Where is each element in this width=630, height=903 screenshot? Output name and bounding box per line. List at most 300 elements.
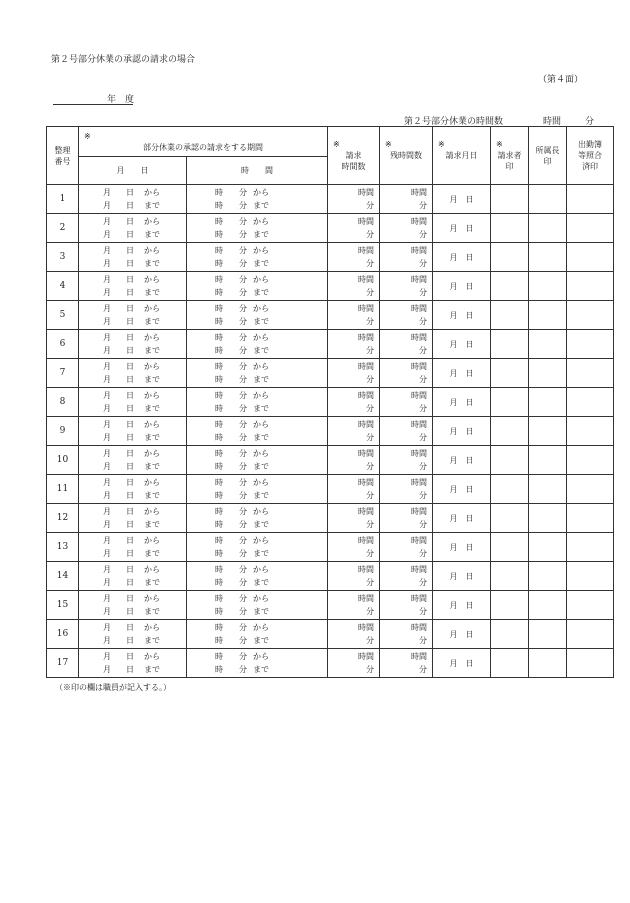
row-number: 12 — [47, 504, 79, 533]
hour-unit: 時 — [215, 391, 223, 400]
period-dates-cell[interactable] — [79, 330, 187, 359]
request-hours-cell[interactable] — [328, 330, 380, 359]
period-dates-cell[interactable] — [79, 417, 187, 446]
request-date-cell[interactable] — [433, 649, 491, 678]
month-unit: 月 — [103, 433, 111, 442]
hour-unit: 時 — [215, 433, 223, 442]
chief-seal-cell[interactable] — [529, 620, 567, 649]
header-period-label: 部分休業の承認の請求をする期間 — [143, 142, 263, 152]
chief-seal-cell[interactable] — [529, 649, 567, 678]
header-period — [79, 127, 328, 157]
attendance-check-cell[interactable] — [567, 272, 614, 301]
minute-unit: 分 — [239, 520, 247, 529]
minute-unit: 分 — [239, 636, 247, 645]
request-rows — [47, 185, 614, 678]
attendance-check-cell[interactable] — [567, 446, 614, 475]
chief-seal-cell[interactable] — [529, 591, 567, 620]
from-label: から — [253, 246, 269, 255]
chief-seal-cell[interactable] — [529, 475, 567, 504]
table-row — [47, 620, 614, 649]
remaining-hours-cell[interactable] — [380, 272, 433, 301]
day-unit: 日 — [126, 362, 134, 371]
minutes-unit: 分 — [366, 433, 374, 442]
from-label: から — [144, 507, 160, 516]
attendance-check-cell[interactable] — [567, 620, 614, 649]
minutes-unit: 分 — [419, 665, 427, 674]
table-row — [47, 359, 614, 388]
request-month-day: 月 日 — [449, 455, 474, 465]
hours-unit: 時間 — [411, 449, 427, 458]
day-unit: 日 — [126, 259, 134, 268]
until-label: まで — [144, 375, 160, 384]
day-unit: 日 — [126, 520, 134, 529]
document-title: 第２号部分休業の承認の請求の場合 — [51, 55, 196, 65]
period-times-cell[interactable] — [187, 620, 328, 649]
until-label: まで — [144, 607, 160, 616]
chief-seal-cell[interactable] — [529, 417, 567, 446]
request-hours-cell[interactable] — [328, 649, 380, 678]
from-label: から — [253, 188, 269, 197]
row-number: 1 — [47, 185, 79, 214]
hours-unit: 時間 — [358, 507, 374, 516]
minutes-unit: 分 — [366, 259, 374, 268]
remaining-hours-cell[interactable] — [380, 446, 433, 475]
period-times-cell[interactable] — [187, 649, 328, 678]
period-times-cell[interactable] — [187, 214, 328, 243]
table-row — [47, 591, 614, 620]
chief-seal-cell[interactable] — [529, 330, 567, 359]
day-unit: 日 — [126, 275, 134, 284]
table-row — [47, 272, 614, 301]
period-times-cell[interactable] — [187, 533, 328, 562]
minutes-unit: 分 — [419, 607, 427, 616]
month-unit: 月 — [103, 288, 111, 297]
minute-unit: 分 — [239, 462, 247, 471]
minutes-unit: 分 — [419, 317, 427, 326]
requester-seal-cell[interactable] — [491, 533, 529, 562]
period-dates-cell[interactable] — [79, 649, 187, 678]
header-request-date — [433, 127, 491, 185]
hours-unit: 時間 — [358, 536, 374, 545]
period-times-cell[interactable] — [187, 504, 328, 533]
row-number: 17 — [47, 649, 79, 678]
month-unit: 月 — [103, 375, 111, 384]
remaining-hours-cell[interactable] — [380, 620, 433, 649]
requester-seal-cell[interactable] — [491, 475, 529, 504]
request-date-cell[interactable] — [433, 214, 491, 243]
request-hours-cell[interactable] — [328, 185, 380, 214]
request-date-cell[interactable] — [433, 446, 491, 475]
remaining-hours-cell[interactable] — [380, 533, 433, 562]
from-label: から — [144, 188, 160, 197]
request-month-day: 月 日 — [449, 571, 474, 581]
period-dates-cell[interactable] — [79, 214, 187, 243]
requester-seal-cell[interactable] — [491, 649, 529, 678]
until-label: まで — [144, 404, 160, 413]
request-date-cell[interactable] — [433, 330, 491, 359]
request-hours-cell[interactable] — [328, 214, 380, 243]
attendance-check-cell[interactable] — [567, 533, 614, 562]
from-label: から — [144, 449, 160, 458]
requester-seal-cell[interactable] — [491, 330, 529, 359]
minutes-unit: 分 — [366, 288, 374, 297]
period-times-cell[interactable] — [187, 388, 328, 417]
hours-unit: 時間 — [358, 478, 374, 487]
period-dates-cell[interactable] — [79, 562, 187, 591]
period-times-cell[interactable] — [187, 417, 328, 446]
attendance-check-cell[interactable] — [567, 504, 614, 533]
attendance-check-cell[interactable] — [567, 591, 614, 620]
requester-seal-cell[interactable] — [491, 562, 529, 591]
until-label: まで — [253, 665, 269, 674]
period-times-cell[interactable] — [187, 243, 328, 272]
minutes-unit: 分 — [366, 346, 374, 355]
attendance-check-cell[interactable] — [567, 562, 614, 591]
minute-unit: 分 — [239, 246, 247, 255]
minute-unit: 分 — [239, 259, 247, 268]
attendance-check-cell[interactable] — [567, 330, 614, 359]
hours-unit: 時間 — [411, 536, 427, 545]
from-label: から — [144, 333, 160, 342]
header-serial-number-line2: 番号 — [54, 156, 71, 166]
hour-unit: 時 — [215, 304, 223, 313]
month-unit: 月 — [103, 491, 111, 500]
until-label: まで — [253, 607, 269, 616]
from-label: から — [144, 565, 160, 574]
hours-unit: 時間 — [411, 333, 427, 342]
from-label: から — [144, 536, 160, 545]
requester-seal-cell[interactable] — [491, 301, 529, 330]
hours-unit: 時間 — [411, 478, 427, 487]
from-label: から — [253, 652, 269, 661]
table-row — [47, 185, 614, 214]
hours-unit: 時間 — [358, 246, 374, 255]
hours-unit: 時間 — [358, 449, 374, 458]
period-times-cell[interactable] — [187, 475, 328, 504]
from-label: から — [144, 478, 160, 487]
period-dates-cell[interactable] — [79, 185, 187, 214]
request-hours-cell[interactable] — [328, 446, 380, 475]
minutes-unit: 分 — [366, 607, 374, 616]
row-number: 9 — [47, 417, 79, 446]
minutes-unit: 分 — [419, 520, 427, 529]
chief-seal-cell[interactable] — [529, 359, 567, 388]
until-label: まで — [144, 578, 160, 587]
from-label: から — [253, 217, 269, 226]
hour-unit: 時 — [215, 594, 223, 603]
request-date-cell[interactable] — [433, 533, 491, 562]
from-label: から — [253, 536, 269, 545]
remaining-hours-cell[interactable] — [380, 388, 433, 417]
attendance-check-cell[interactable] — [567, 649, 614, 678]
minute-unit: 分 — [239, 536, 247, 545]
from-label: から — [144, 652, 160, 661]
request-month-day: 月 日 — [449, 310, 474, 320]
attendance-check-cell[interactable] — [567, 185, 614, 214]
until-label: まで — [253, 491, 269, 500]
request-date-cell[interactable] — [433, 185, 491, 214]
until-label: まで — [253, 201, 269, 210]
chief-seal-cell[interactable] — [529, 214, 567, 243]
hours-unit: 時間 — [411, 217, 427, 226]
attendance-check-cell[interactable] — [567, 388, 614, 417]
from-label: から — [144, 391, 160, 400]
minute-unit: 分 — [239, 565, 247, 574]
total-hours-unit: 時間 — [543, 117, 562, 127]
month-unit: 月 — [103, 333, 111, 342]
remaining-hours-cell[interactable] — [380, 417, 433, 446]
month-unit: 月 — [103, 420, 111, 429]
month-unit: 月 — [103, 565, 111, 574]
request-hours-cell[interactable] — [328, 562, 380, 591]
request-date-cell[interactable] — [433, 562, 491, 591]
request-date-cell[interactable] — [433, 301, 491, 330]
day-unit: 日 — [126, 536, 134, 545]
until-label: まで — [144, 201, 160, 210]
minutes-unit: 分 — [419, 404, 427, 413]
day-unit: 日 — [126, 333, 134, 342]
remaining-hours-cell[interactable] — [380, 649, 433, 678]
request-date-cell[interactable] — [433, 272, 491, 301]
period-dates-cell[interactable] — [79, 591, 187, 620]
requester-seal-cell[interactable] — [491, 591, 529, 620]
period-times-cell[interactable] — [187, 185, 328, 214]
period-times-cell[interactable] — [187, 330, 328, 359]
remaining-hours-cell[interactable] — [380, 475, 433, 504]
chief-seal-cell[interactable] — [529, 388, 567, 417]
requester-seal-cell[interactable] — [491, 243, 529, 272]
request-month-day: 月 日 — [449, 397, 474, 407]
attendance-check-cell[interactable] — [567, 359, 614, 388]
request-date-cell[interactable] — [433, 504, 491, 533]
requester-seal-cell[interactable] — [491, 620, 529, 649]
request-hours-cell[interactable] — [328, 243, 380, 272]
hour-unit: 時 — [215, 565, 223, 574]
fiscal-year-field[interactable] — [53, 92, 133, 105]
period-dates-cell[interactable] — [79, 504, 187, 533]
month-unit: 月 — [103, 607, 111, 616]
requester-seal-cell[interactable] — [491, 446, 529, 475]
day-unit: 日 — [126, 188, 134, 197]
attendance-check-cell[interactable] — [567, 214, 614, 243]
chief-seal-cell[interactable] — [529, 446, 567, 475]
until-label: まで — [144, 665, 160, 674]
hour-unit: 時 — [215, 420, 223, 429]
request-hours-cell[interactable] — [328, 620, 380, 649]
remaining-hours-cell[interactable] — [380, 562, 433, 591]
remaining-hours-cell[interactable] — [380, 359, 433, 388]
minutes-unit: 分 — [366, 375, 374, 384]
period-dates-cell[interactable] — [79, 301, 187, 330]
until-label: まで — [253, 346, 269, 355]
period-dates-cell[interactable] — [79, 272, 187, 301]
minutes-unit: 分 — [419, 288, 427, 297]
requester-seal-cell[interactable] — [491, 359, 529, 388]
hour-unit: 時 — [215, 536, 223, 545]
hours-unit: 時間 — [358, 623, 374, 632]
until-label: まで — [144, 520, 160, 529]
day-unit: 日 — [126, 565, 134, 574]
until-label: まで — [253, 288, 269, 297]
from-label: から — [253, 362, 269, 371]
request-date-cell[interactable] — [433, 243, 491, 272]
hour-unit: 時 — [215, 665, 223, 674]
header-chief-seal-line2: 印 — [543, 156, 552, 166]
header-time: 時 間 — [187, 157, 328, 185]
month-unit: 月 — [103, 665, 111, 674]
requester-seal-cell[interactable] — [491, 417, 529, 446]
period-times-cell[interactable] — [187, 591, 328, 620]
requester-seal-cell[interactable] — [491, 272, 529, 301]
month-unit: 月 — [103, 391, 111, 400]
request-date-cell[interactable] — [433, 591, 491, 620]
attendance-check-cell[interactable] — [567, 243, 614, 272]
from-label: から — [253, 275, 269, 284]
row-number: 10 — [47, 446, 79, 475]
request-hours-cell[interactable] — [328, 388, 380, 417]
request-month-day: 月 日 — [449, 484, 474, 494]
period-times-cell[interactable] — [187, 359, 328, 388]
minute-unit: 分 — [239, 217, 247, 226]
hours-unit: 時間 — [411, 623, 427, 632]
until-label: まで — [144, 491, 160, 500]
minute-unit: 分 — [239, 478, 247, 487]
request-month-day: 月 日 — [449, 368, 474, 378]
attendance-check-cell[interactable] — [567, 475, 614, 504]
request-hours-cell[interactable] — [328, 533, 380, 562]
hours-unit: 時間 — [411, 652, 427, 661]
from-label: から — [253, 391, 269, 400]
period-dates-cell[interactable] — [79, 446, 187, 475]
period-dates-cell[interactable] — [79, 388, 187, 417]
until-label: まで — [253, 259, 269, 268]
until-label: まで — [253, 433, 269, 442]
period-dates-cell[interactable] — [79, 475, 187, 504]
row-number: 8 — [47, 388, 79, 417]
header-month-day: 月 日 — [79, 157, 187, 185]
until-label: まで — [253, 520, 269, 529]
day-unit: 日 — [126, 652, 134, 661]
request-date-cell[interactable] — [433, 475, 491, 504]
header-serial-number-line1: 整理 — [54, 145, 71, 155]
requester-seal-cell[interactable] — [491, 214, 529, 243]
remaining-hours-cell[interactable] — [380, 185, 433, 214]
header-mark: ※ — [385, 140, 392, 149]
until-label: まで — [253, 578, 269, 587]
request-date-cell[interactable] — [433, 417, 491, 446]
minute-unit: 分 — [239, 304, 247, 313]
month-unit: 月 — [103, 230, 111, 239]
chief-seal-cell[interactable] — [529, 185, 567, 214]
from-label: から — [144, 420, 160, 429]
request-hours-cell[interactable] — [328, 417, 380, 446]
request-hours-cell[interactable] — [328, 301, 380, 330]
day-unit: 日 — [126, 623, 134, 632]
period-times-cell[interactable] — [187, 446, 328, 475]
table-row — [47, 475, 614, 504]
remaining-hours-cell[interactable] — [380, 301, 433, 330]
month-unit: 月 — [103, 549, 111, 558]
header-request-hours — [328, 127, 380, 185]
hour-unit: 時 — [215, 317, 223, 326]
remaining-hours-cell[interactable] — [380, 504, 433, 533]
hour-unit: 時 — [215, 362, 223, 371]
chief-seal-cell[interactable] — [529, 301, 567, 330]
total-hours-label: 第２号部分休業の時間数 — [404, 117, 504, 127]
day-unit: 日 — [126, 288, 134, 297]
request-date-cell[interactable] — [433, 388, 491, 417]
remaining-hours-cell[interactable] — [380, 214, 433, 243]
row-number: 16 — [47, 620, 79, 649]
remaining-hours-cell[interactable] — [380, 243, 433, 272]
until-label: まで — [253, 375, 269, 384]
request-month-day: 月 日 — [449, 542, 474, 552]
minutes-unit: 分 — [366, 665, 374, 674]
from-label: から — [253, 420, 269, 429]
minute-unit: 分 — [239, 375, 247, 384]
requester-seal-cell[interactable] — [491, 185, 529, 214]
row-number: 5 — [47, 301, 79, 330]
month-unit: 月 — [103, 520, 111, 529]
attendance-check-cell[interactable] — [567, 417, 614, 446]
header-mark: ※ — [438, 140, 445, 149]
chief-seal-cell[interactable] — [529, 504, 567, 533]
request-hours-cell[interactable] — [328, 272, 380, 301]
request-hours-cell[interactable] — [328, 591, 380, 620]
chief-seal-cell[interactable] — [529, 562, 567, 591]
month-unit: 月 — [103, 462, 111, 471]
period-times-cell[interactable] — [187, 272, 328, 301]
period-dates-cell[interactable] — [79, 620, 187, 649]
remaining-hours-cell[interactable] — [380, 591, 433, 620]
hour-unit: 時 — [215, 462, 223, 471]
header-remaining-hours — [380, 127, 433, 185]
month-unit: 月 — [103, 317, 111, 326]
minute-unit: 分 — [239, 652, 247, 661]
attendance-check-cell[interactable] — [567, 301, 614, 330]
chief-seal-cell[interactable] — [529, 272, 567, 301]
minute-unit: 分 — [239, 275, 247, 284]
chief-seal-cell[interactable] — [529, 243, 567, 272]
table-row — [47, 562, 614, 591]
period-times-cell[interactable] — [187, 562, 328, 591]
minutes-unit: 分 — [366, 636, 374, 645]
from-label: から — [144, 217, 160, 226]
period-dates-cell[interactable] — [79, 359, 187, 388]
from-label: から — [144, 362, 160, 371]
period-dates-cell[interactable] — [79, 533, 187, 562]
request-date-cell[interactable] — [433, 620, 491, 649]
period-dates-cell[interactable] — [79, 243, 187, 272]
request-date-cell[interactable] — [433, 359, 491, 388]
hour-unit: 時 — [215, 449, 223, 458]
hour-unit: 時 — [215, 230, 223, 239]
chief-seal-cell[interactable] — [529, 533, 567, 562]
from-label: から — [144, 304, 160, 313]
request-hours-cell[interactable] — [328, 504, 380, 533]
period-times-cell[interactable] — [187, 301, 328, 330]
minutes-unit: 分 — [419, 549, 427, 558]
hour-unit: 時 — [215, 652, 223, 661]
hour-unit: 時 — [215, 623, 223, 632]
request-hours-cell[interactable] — [328, 359, 380, 388]
day-unit: 日 — [126, 346, 134, 355]
request-hours-cell[interactable] — [328, 475, 380, 504]
requester-seal-cell[interactable] — [491, 504, 529, 533]
requester-seal-cell[interactable] — [491, 388, 529, 417]
remaining-hours-cell[interactable] — [380, 330, 433, 359]
month-unit: 月 — [103, 507, 111, 516]
